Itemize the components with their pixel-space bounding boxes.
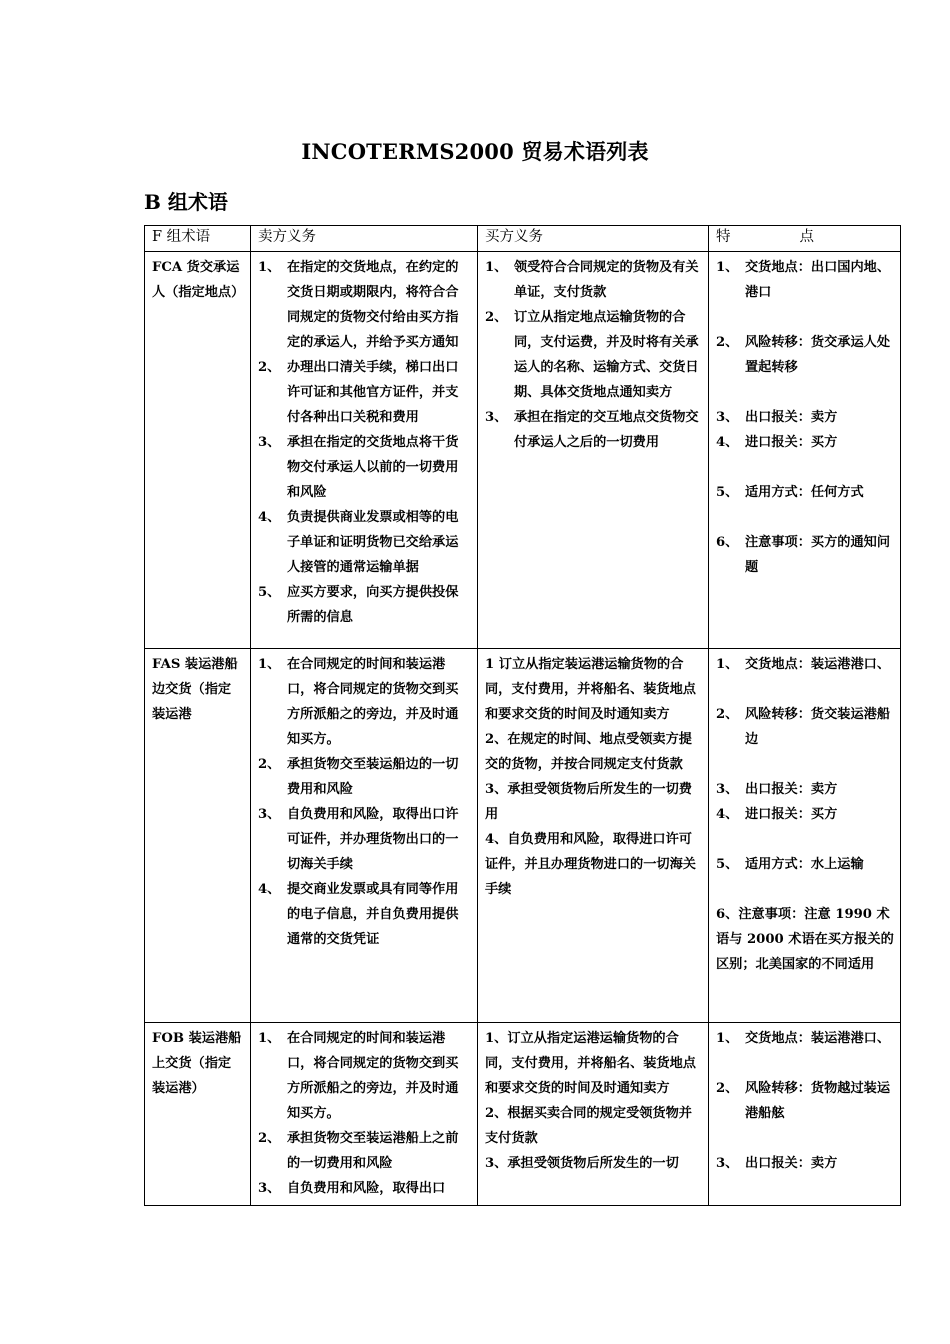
buyer-cell — [478, 1023, 709, 1206]
section-heading: B 组术语 — [144, 190, 228, 214]
list-item: 2、 承担货物交至装运船边的一切费用和风险 — [258, 757, 459, 797]
list-item: 3、 出口报关：卖方 — [716, 1156, 838, 1171]
list-item: 2、 风险转移：货交装运港船边 — [716, 707, 891, 747]
table-row — [145, 1023, 901, 1206]
list-item: 2、在规定的时间、地点受领卖方提交的货物，并按合同规定支付货款 — [485, 732, 692, 772]
list-item: 1、 交货地点：装运港港口、 — [716, 657, 891, 672]
list-item: 6、 注意事项：买方的通知问题 — [716, 535, 891, 575]
term-cell: FCA 货交承运人（指定地点） — [145, 252, 251, 649]
list-item: 3、 自负费用和风险，取得出口许可证件，并办理货物出口的一切海关手续 — [258, 807, 459, 872]
list-item: 4、 进口报关：买方 — [716, 807, 838, 822]
list-item: 4、自负费用和风险，取得进口许可证件，并且办理货物进口的一切海关手续 — [485, 832, 696, 897]
list-item: 3、 自负费用和风险，取得出口 — [258, 1181, 446, 1196]
header-buyer: 买方义务 — [478, 226, 709, 252]
list-item: 1、 在合同规定的时间和装运港口，将合同规定的货物交到买方所派船之的旁边，并及时通知买方。 — [258, 657, 459, 747]
features-cell — [709, 1023, 901, 1206]
list-item: 2、 订立从指定地点运输货物的合同，支付运费，并及时将有关承运人的名称、运输方式、交货日期、具体交货地点通知卖方 — [485, 310, 699, 400]
header-seller: 卖方义务 — [251, 226, 478, 252]
list-item: 1、 领受符合合同规定的货物及有关单证，支付货款 — [485, 260, 699, 300]
buyer-cell — [478, 649, 709, 1023]
buyer-cell — [478, 252, 709, 649]
seller-cell — [251, 252, 478, 649]
list-item: 3、 出口报关：卖方 — [716, 410, 838, 425]
list-item: 1、 在指定的交货地点，在约定的交货日期或期限内，将符合合同规定的货物交付给由买方指定的承运人，并给予买方通知 — [258, 260, 459, 350]
term-cell: FAS 装运港船边交货（指定装运港 — [145, 649, 251, 1023]
seller-cell — [251, 649, 478, 1023]
list-item: 4、 提交商业发票或具有同等作用的电子信息，并自负费用提供通常的交货凭证 — [258, 882, 459, 947]
document-title: INCOTERMS2000 贸易术语列表 — [301, 139, 649, 164]
list-item: 5、 应买方要求，向买方提供投保所需的信息 — [258, 585, 459, 625]
table-row — [145, 252, 901, 649]
list-item: 4、 进口报关：买方 — [716, 435, 838, 450]
list-item: 6、注意事项：注意 1990 术语与 2000 术语在买方报关的区别；北美国家的不同适用 — [716, 907, 894, 972]
list-item: 3、 承担在指定的交货地点将干货物交付承运人以前的一切费用和风险 — [258, 435, 459, 500]
list-item: 2、 风险转移：货交承运人处置起转移 — [716, 335, 891, 375]
list-item: 2、 风险转移：货物越过装运港船舷 — [716, 1081, 891, 1121]
list-item: 5、 适用方式：任何方式 — [716, 485, 864, 500]
list-item: 3、承担受领货物后所发生的一切费用 — [485, 782, 692, 822]
list-item: 1、 交货地点：装运港港口、 — [716, 1031, 891, 1046]
header-features: 特 点 — [709, 226, 901, 252]
table-header-row — [145, 226, 901, 252]
list-item: 1 订立从指定装运港运输货物的合同，支付费用，并将船名、装货地点和要求交货的时间及时通知卖方 — [485, 657, 696, 722]
list-item: 1、订立从指定运港运输货物的合同，支付费用，并将船名、装货地点和要求交货的时间及时通知卖方 — [485, 1031, 696, 1096]
features-cell — [709, 252, 901, 649]
list-item: 2、根据买卖合同的规定受领货物并支付货款 — [485, 1106, 692, 1146]
header-term: F 组术语 — [145, 226, 251, 252]
term-cell: FOB 装运港船上交货（指定装运港） — [145, 1023, 251, 1206]
list-item: 2、 承担货物交至装运港船上之前的一切费用和风险 — [258, 1131, 459, 1171]
seller-cell — [251, 1023, 478, 1206]
list-item: 1、 交货地点：出口国内地、港口 — [716, 260, 891, 300]
list-item: 2、 办理出口清关手续，梯口出口许可证和其他官方证件，并支付各种出口关税和费用 — [258, 360, 459, 425]
incoterms-table — [144, 225, 901, 1206]
features-cell — [709, 649, 901, 1023]
list-item: 1、 在合同规定的时间和装运港口，将合同规定的货物交到买方所派船之的旁边，并及时通知买方。 — [258, 1031, 459, 1121]
list-item: 3、承担受领货物后所发生的一切 — [485, 1156, 679, 1171]
list-item: 3、 承担在指定的交互地点交货物交付承运人之后的一切费用 — [485, 410, 699, 450]
list-item: 5、 适用方式：水上运输 — [716, 857, 864, 872]
list-item: 3、 出口报关：卖方 — [716, 782, 838, 797]
list-item: 4、 负责提供商业发票或相等的电子单证和证明货物已交给承运人接管的通常运输单据 — [258, 510, 459, 575]
table-row — [145, 649, 901, 1023]
